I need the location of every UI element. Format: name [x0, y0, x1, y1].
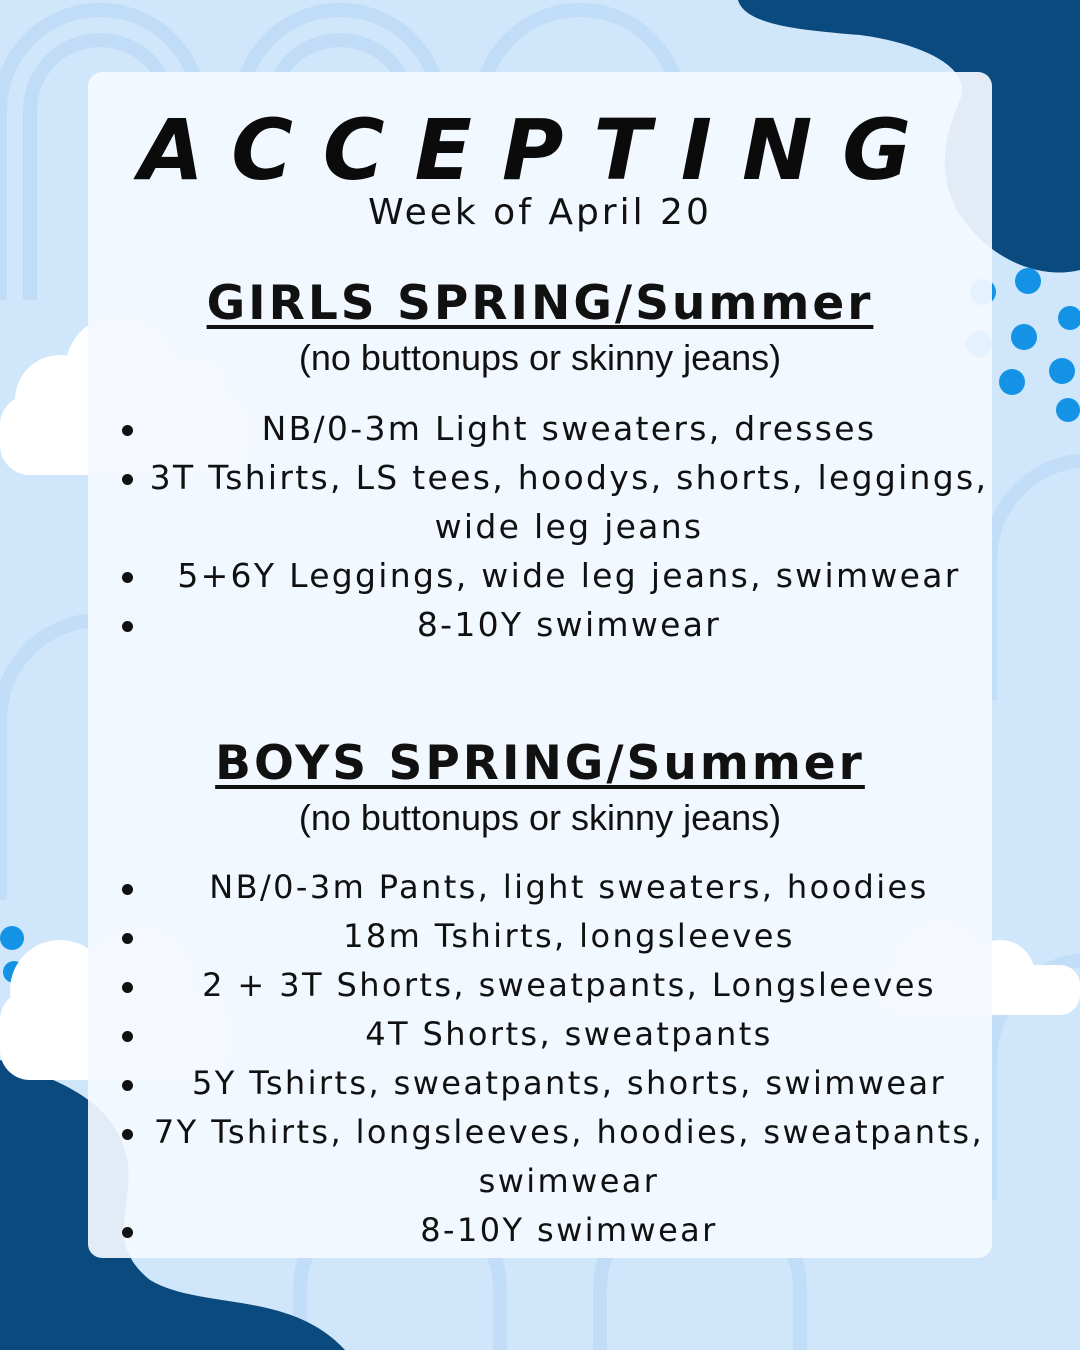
bullet-icon: [122, 1080, 133, 1091]
list-item: 3T Tshirts, LS tees, hoodys, shorts, leggings, wide leg jeans: [88, 453, 992, 551]
boys-note: (no buttonups or skinny jeans): [298, 797, 782, 838]
girls-list: [88, 404, 992, 649]
bullet-icon: [122, 982, 133, 993]
bullet-icon: [122, 572, 133, 583]
girls-note: (no buttonups or skinny jeans): [298, 337, 782, 378]
bullet-icon: [122, 474, 133, 485]
girls-heading: GIRLS SPRING/Summer: [206, 276, 874, 331]
list-item: 2 + 3T Shorts, sweatpants, Longsleeves: [88, 961, 992, 1010]
bullet-icon: [122, 1129, 133, 1140]
list-item: 7Y Tshirts, longsleeves, hoodies, sweatpants, swimwear: [88, 1108, 992, 1206]
bullet-icon: [122, 621, 133, 632]
bullet-icon: [122, 933, 133, 944]
boys-heading: BOYS SPRING/Summer: [215, 736, 865, 791]
list-item: NB/0-3m Light sweaters, dresses: [88, 404, 992, 453]
bullet-icon: [122, 884, 133, 895]
list-item: 4T Shorts, sweatpants: [88, 1010, 992, 1059]
list-item: 5+6Y Leggings, wide leg jeans, swimwear: [88, 551, 992, 600]
list-item: 8-10Y swimwear: [88, 600, 992, 649]
list-item: 8-10Y swimwear: [88, 1206, 992, 1255]
bullet-icon: [122, 425, 133, 436]
bullet-icon: [122, 1031, 133, 1042]
content: [88, 72, 992, 1258]
bullet-icon: [122, 1227, 133, 1238]
list-item: 18m Tshirts, longsleeves: [88, 912, 992, 961]
page-title: ACCEPTING: [138, 101, 942, 199]
week-subtitle: Week of April 20: [368, 192, 712, 233]
list-item: NB/0-3m Pants, light sweaters, hoodies: [88, 863, 992, 912]
list-item: 5Y Tshirts, sweatpants, shorts, swimwear: [88, 1059, 992, 1108]
boys-list: [88, 863, 992, 1255]
